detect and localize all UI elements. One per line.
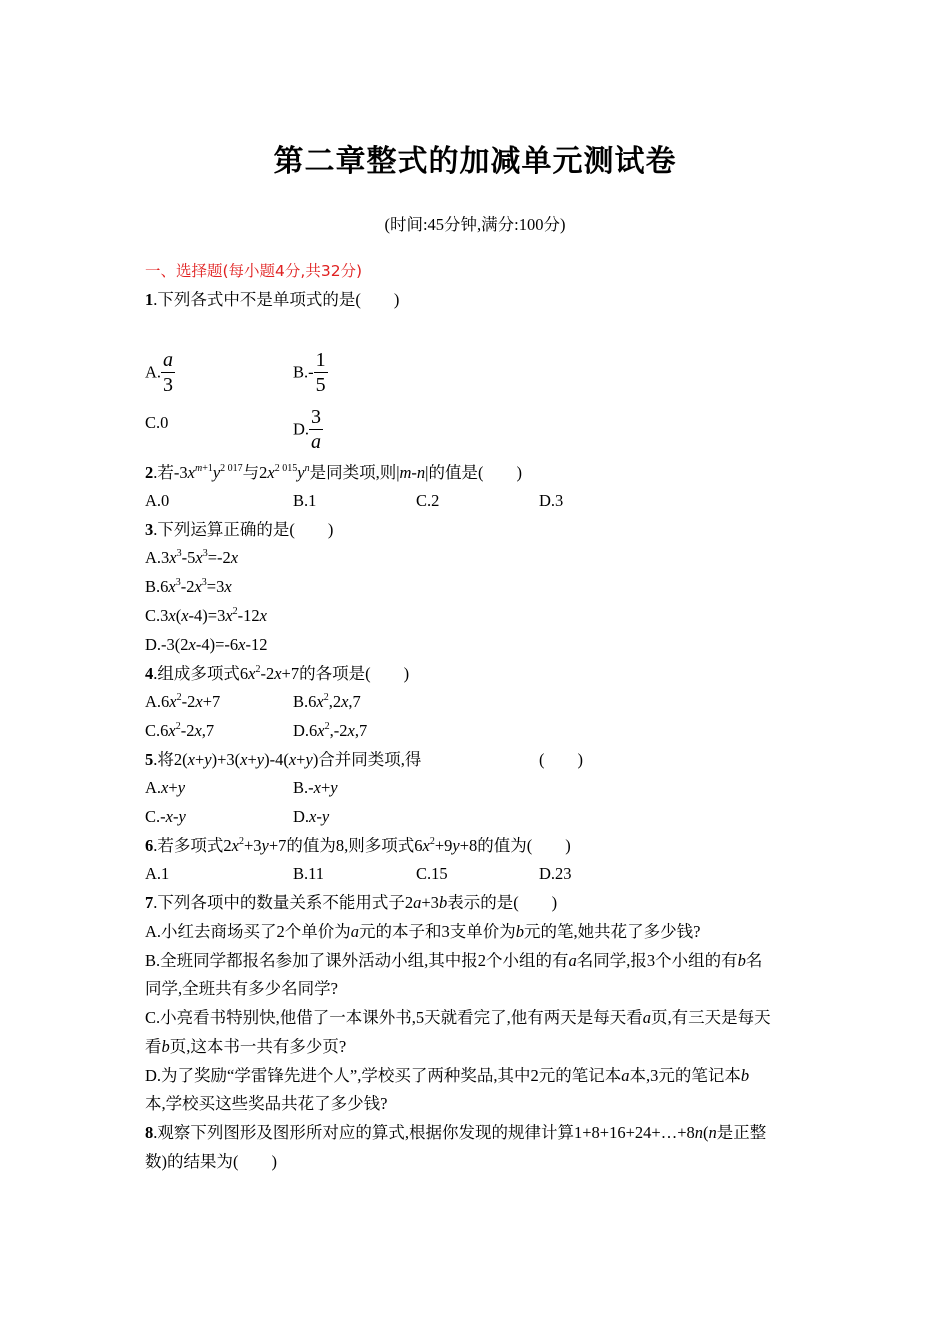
question-number: 1: [145, 290, 154, 309]
question-8-cont: 数)的结果为( ): [145, 1152, 277, 1171]
question-2: 2.若$-3x^{m+1}y^{2 017}$与$2x^{2 015}y^n$是同类项,则|m-n|的值是( ): [145, 463, 522, 482]
fraction: $\frac{a}{3}$: [163, 349, 174, 396]
q7-option-a: A.小红去商场买了2个单价为a元的本子和3支单价为b元的笔,她共花了多少钱?: [145, 922, 701, 941]
fraction: $\frac{3}{a}$: [311, 406, 322, 453]
q6-option-a: A.1: [145, 864, 170, 883]
q2-option-c: C.2: [416, 491, 440, 510]
question-4: 4.组成多项式$6x^2-2x+7$的各项是( ): [145, 664, 410, 683]
q1-option-c: C.0: [145, 413, 169, 432]
q2-option-b: B.1: [293, 491, 317, 510]
q3-option-c: $C.3x(x-4)=3x^2-12x$: [145, 606, 267, 625]
q3-option-b: $B.6x^3-2x^3=3x$: [145, 577, 232, 596]
q6-option-d: D.23: [539, 864, 572, 883]
q5-option-a: A.x+y: [145, 778, 186, 797]
answer-paren: ( ): [539, 750, 583, 769]
exam-info: (时间:45分钟,满分:100分): [384, 215, 566, 234]
q3-option-a: $A.3x^3-5x^3=-2x$: [145, 548, 239, 567]
fraction: $\frac{1}{5}$: [315, 349, 326, 396]
q4-option-b: $B.6x^2,2x,7$: [293, 692, 361, 711]
question-8: 8.观察下列图形及图形所对应的算式,根据你发现的规律计算1+8+16+24+…+8n(n是正整: [145, 1123, 767, 1142]
q7-option-d: D.为了奖励“学雷锋先进个人”,学校买了两种奖品,其中2元的笔记本a本,3元的笔记本b: [145, 1066, 750, 1085]
q4-option-d: $D.6x^2,-2x,7$: [293, 721, 368, 740]
q3-option-d: D.-3(2x-4)=-6x-12: [145, 635, 268, 654]
question-5: 5.将2(x+y)+3(x+y)-4(x+y)合并同类项,得: [145, 750, 422, 769]
q5-option-c: C.-x-y: [145, 807, 186, 826]
q7-option-b-cont: 同学,全班共有多少名同学?: [145, 979, 338, 998]
q6-option-c: C.15: [416, 864, 448, 883]
q7-option-c: C.小亮看书特别快,他借了一本课外书,5天就看完了,他有两天是每天看a页,有三天是每天: [145, 1008, 771, 1027]
q6-option-b: B.11: [293, 864, 325, 883]
q4-option-c: $C.6x^2-2x,7$: [145, 721, 215, 740]
question-text: .下列各式中不是单项式的是( ): [153, 290, 400, 309]
q1-option-b: B.- $\frac{1}{5}$: [293, 349, 326, 396]
page-title: 第二章整式的加减单元测试卷: [273, 144, 677, 179]
q2-option-d: D.3: [539, 491, 564, 510]
q7-option-b: B.全班同学都报名参加了课外活动小组,其中报2个小组的有a名同学,报3个小组的有b名: [145, 951, 763, 970]
question-7: 7.下列各项中的数量关系不能用式子2a+3b表示的是( ): [145, 893, 558, 912]
q2-option-a: A.0: [145, 491, 170, 510]
q7-option-d-cont: 本,学校买这些奖品共花了多少钱?: [145, 1094, 388, 1113]
q5-option-d: D.x-y: [293, 807, 330, 826]
q7-option-c-cont: 看b页,这本书一共有多少页?: [145, 1037, 347, 1056]
q4-option-a: $A.6x^2-2x+7$: [145, 692, 221, 711]
section-heading: 一、选择题(每小题4分,共32分): [145, 262, 363, 280]
q5-option-b: B.-x+y: [293, 778, 338, 797]
q1-option-a: A. $\frac{a}{3}$: [145, 349, 174, 396]
question-1: [145, 289, 399, 311]
question-6: 6.若多项式$2x^2+3y+7$的值为8,则多项式$6x^2+9y+8$的值为( ): [145, 836, 571, 855]
q1-option-d: D. $\frac{3}{a}$: [293, 406, 322, 453]
question-3: 3.下列运算正确的是( ): [145, 520, 334, 539]
